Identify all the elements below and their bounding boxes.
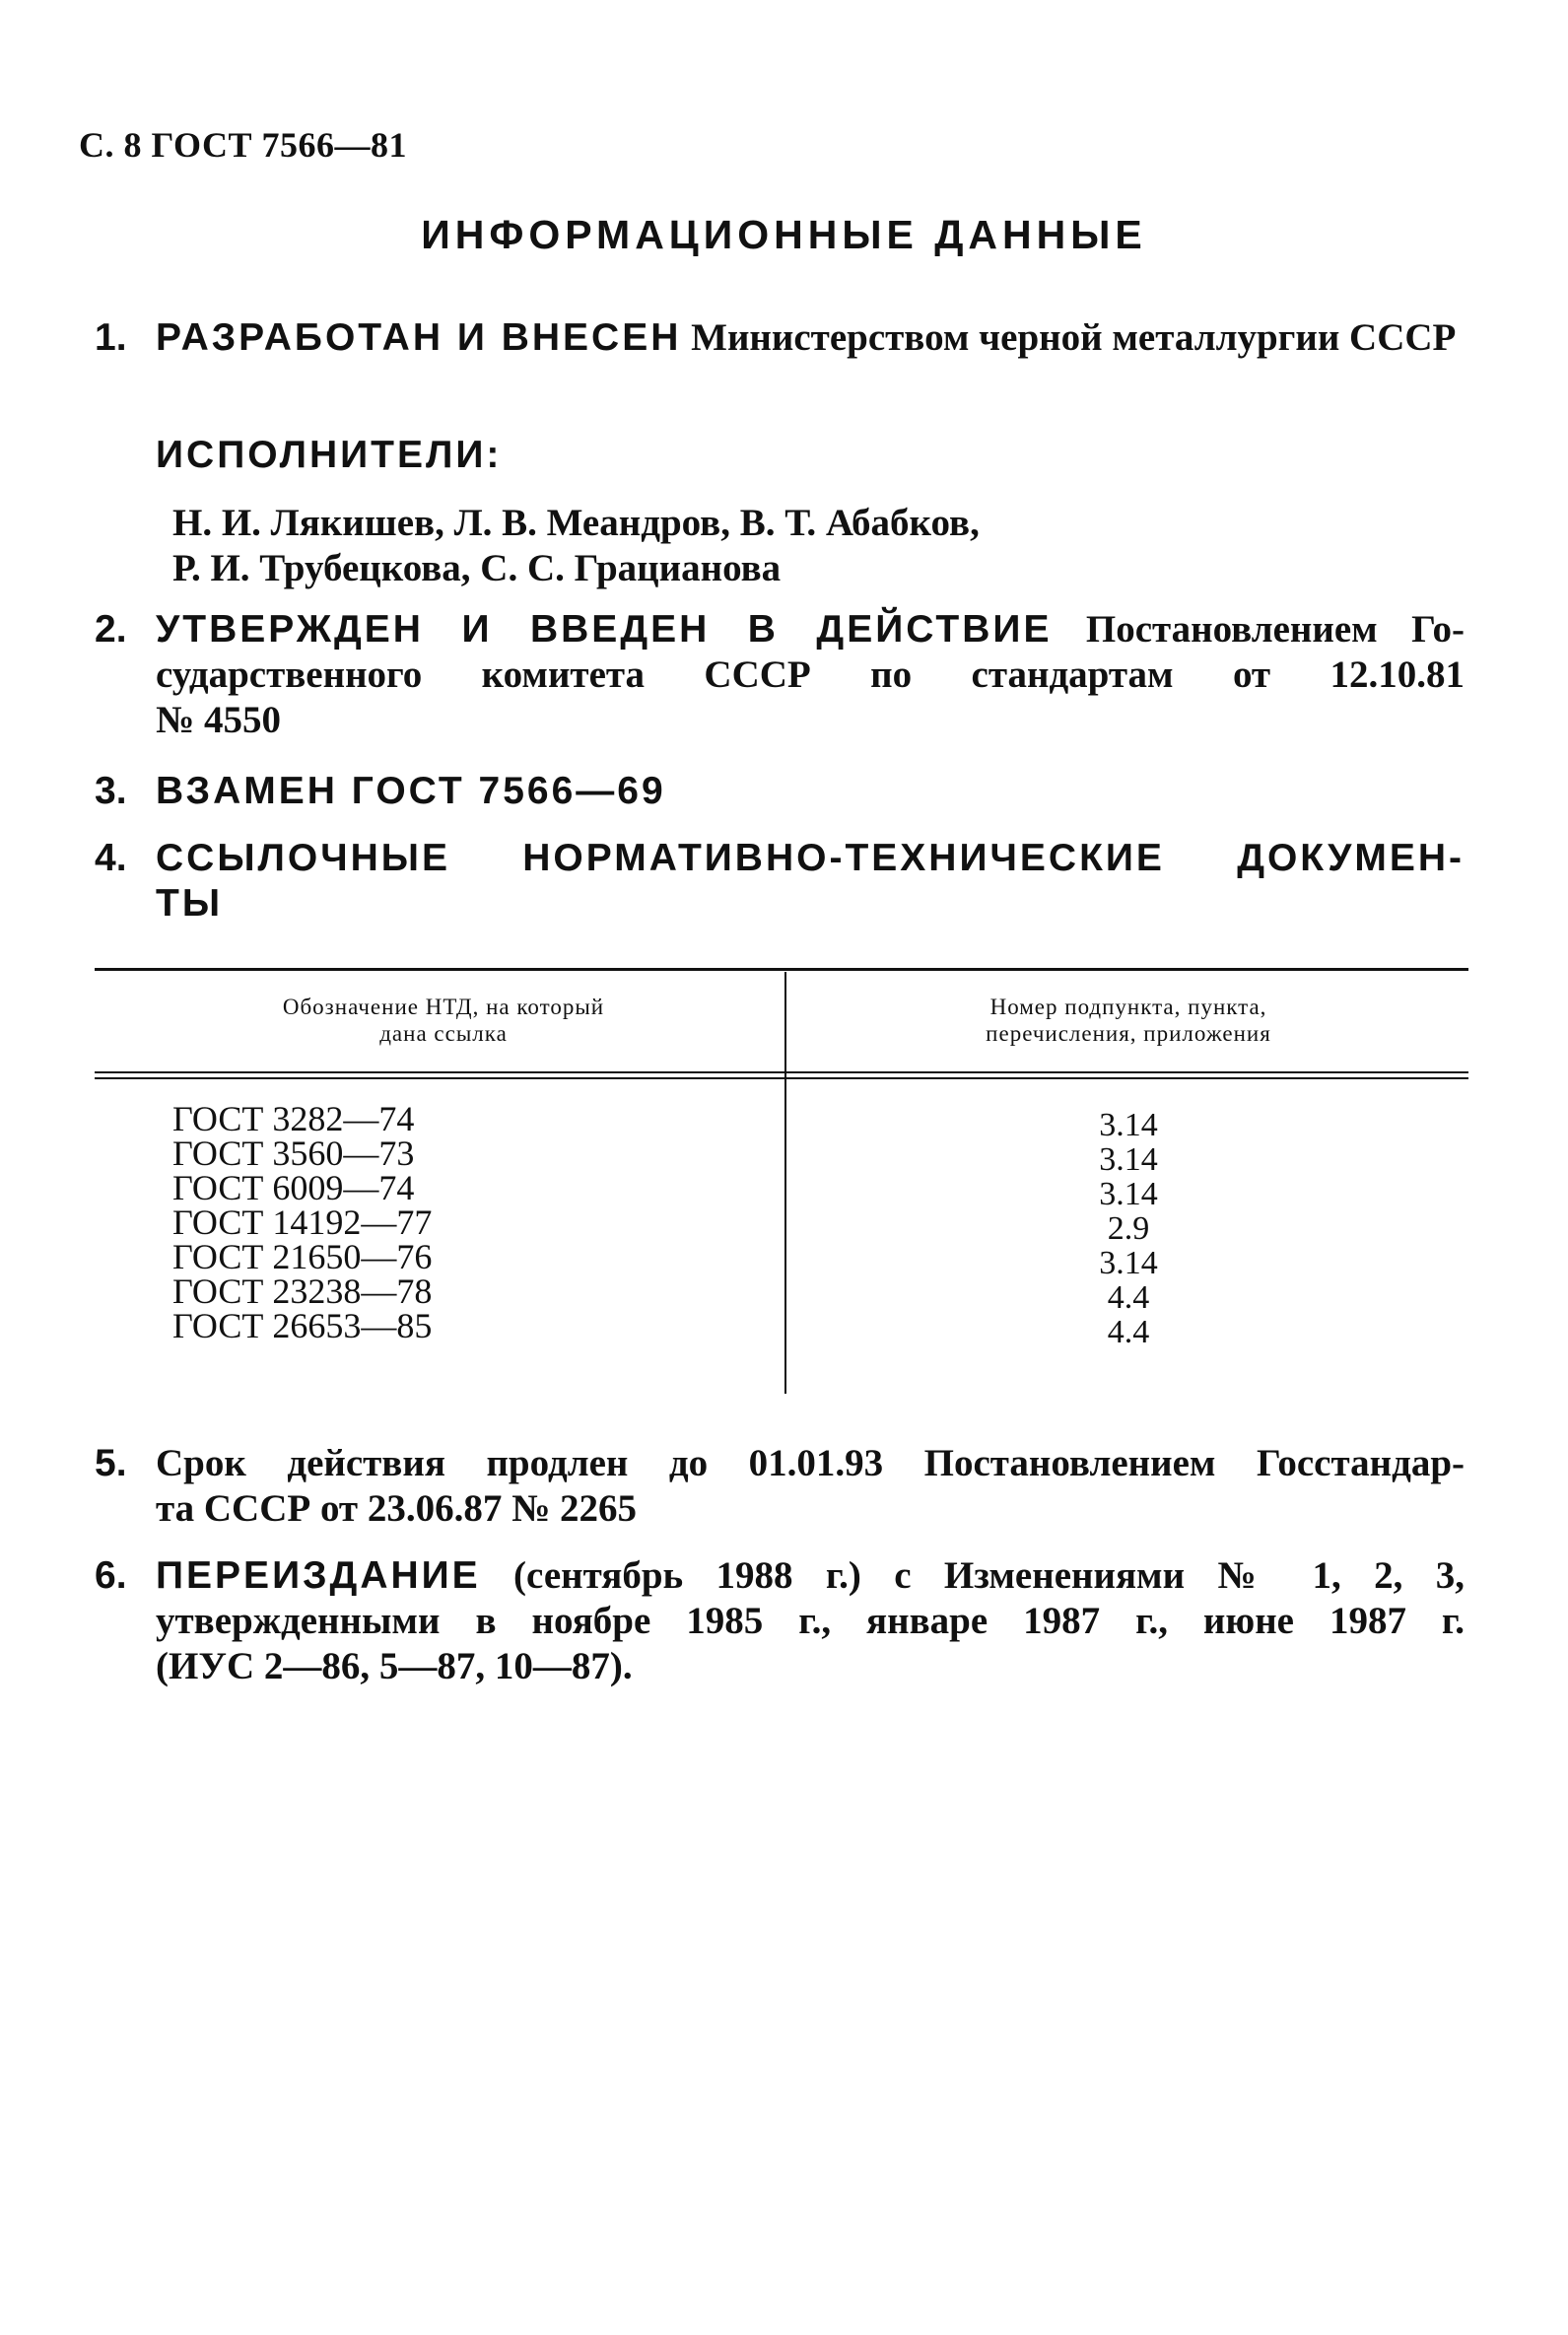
info-item-4: [95, 836, 1465, 927]
item-caption: ВЗАМЕН ГОСТ 7566—69: [156, 770, 666, 812]
item-number: 1.: [95, 316, 127, 359]
table-header-reference: [788, 994, 1468, 1047]
executors-list: [172, 501, 980, 591]
info-item-2: [95, 607, 1465, 743]
info-item-5: [95, 1441, 1465, 1532]
table-cell-ref: 3.14: [1099, 1176, 1158, 1212]
item-text-line: № 4550: [156, 699, 281, 741]
item-text: (сентябрь 1988 г.) с Изменениями № 1, 2, 3,: [513, 1554, 1465, 1597]
item-text-line: Срок действия продлен до 01.01.93 Постановлением Госстандар-: [156, 1442, 1465, 1484]
table-cell-ref: 4.4: [1107, 1279, 1150, 1316]
table-cell-ref: 4.4: [1107, 1314, 1150, 1350]
item-text-line: та СССР от 23.06.87 № 2265: [156, 1487, 638, 1530]
table-cell-doc: ГОСТ 26653—85: [172, 1306, 433, 1345]
item-number: 4.: [95, 837, 127, 879]
item-caption: ПЕРЕИЗДАНИЕ: [156, 1554, 481, 1597]
table-cell-doc: ГОСТ 23238—78: [172, 1271, 433, 1311]
item-caption: ССЫЛОЧНЫЕ НОРМАТИВНО-ТЕХНИЧЕСКИЕ ДОКУМЕН-: [156, 837, 1465, 879]
item-caption: ТЫ: [156, 882, 224, 925]
table-header-line: Номер подпункта, пункта,: [989, 995, 1267, 1019]
item-text: Постановлением Го-: [1085, 608, 1465, 651]
table-header-line: дана ссылка: [379, 1021, 508, 1046]
info-item-3: [95, 769, 1465, 814]
table-header-line: Обозначение НТД, на который: [282, 995, 605, 1019]
info-item-6: [95, 1553, 1465, 1689]
item-number: 3.: [95, 770, 127, 812]
table-cell-doc: ГОСТ 3560—73: [172, 1133, 415, 1173]
table-cell-doc: ГОСТ 14192—77: [172, 1202, 433, 1242]
executors-line: Р. И. Трубецкова, С. С. Грацианова: [172, 547, 782, 589]
item-caption: РАЗРАБОТАН И ВНЕСЕН: [156, 316, 682, 359]
document-title: ИНФОРМАЦИОННЫЕ ДАННЫЕ: [421, 212, 1147, 257]
executors-line: Н. И. Лякишев, Л. В. Меандров, В. Т. Абабков,: [172, 502, 980, 544]
table-cell-ref: 3.14: [1099, 1107, 1158, 1143]
item-text: Министерством черной металлургии СССР: [691, 316, 1457, 359]
table-header-rule: [95, 1077, 1468, 1079]
table-column-references: [784, 1108, 1473, 1349]
info-item-1: [95, 315, 1465, 361]
item-caption: УТВЕРЖДЕН И ВВЕДЕН В ДЕЙСТВИЕ: [156, 608, 1053, 651]
item-text-line: сударственного комитета СССР по стандартам от 12.10.81: [156, 653, 1465, 696]
table-header-rule: [95, 1071, 1468, 1073]
table-cell-ref: 3.14: [1099, 1141, 1158, 1178]
table-cell-ref: 2.9: [1107, 1210, 1150, 1247]
item-text-line: (ИУС 2—86, 5—87, 10—87).: [156, 1645, 633, 1687]
table-cell-doc: ГОСТ 6009—74: [172, 1168, 415, 1207]
table-cell-doc: ГОСТ 21650—76: [172, 1237, 433, 1276]
table-cell-ref: 3.14: [1099, 1245, 1158, 1281]
item-text-line: утвержденными в ноябре 1985 г., январе 1987 г., июне 1987 г.: [156, 1600, 1465, 1642]
table-cell-doc: ГОСТ 3282—74: [172, 1099, 415, 1138]
table-header-line: перечисления, приложения: [986, 1021, 1271, 1046]
table-header-designation: [108, 994, 779, 1047]
item-number: 5.: [95, 1442, 127, 1484]
table-column-designations: [172, 1099, 433, 1345]
executors-heading: ИСПОЛНИТЕЛИ:: [156, 434, 503, 476]
table-top-rule: [95, 968, 1468, 971]
item-number: 2.: [95, 608, 127, 651]
item-number: 6.: [95, 1554, 127, 1597]
page-header: С. 8 ГОСТ 7566—81: [79, 125, 407, 165]
